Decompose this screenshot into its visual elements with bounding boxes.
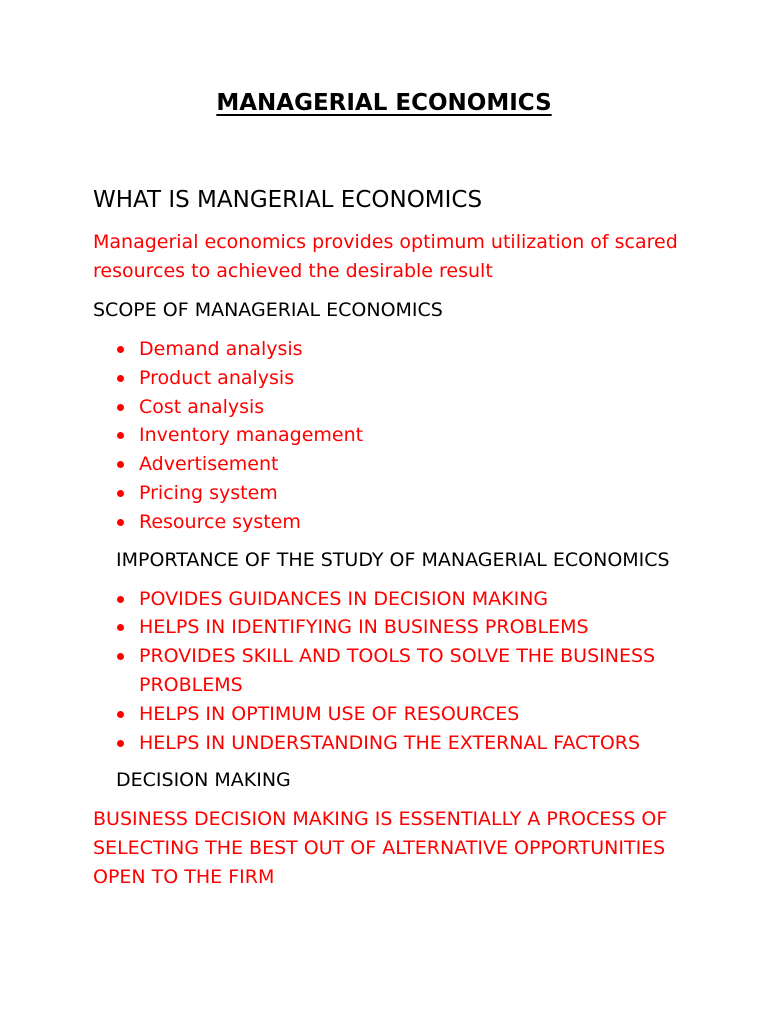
bullet-icon: [117, 596, 124, 603]
importance-list: [93, 585, 693, 758]
scope-list: [93, 335, 693, 537]
list-item-text: POVIDES GUIDANCES IN DECISION MAKING: [139, 587, 549, 610]
list-item-text: Cost analysis: [139, 395, 265, 418]
list-item-text: HELPS IN IDENTIFYING IN BUSINESS PROBLEMS: [139, 616, 589, 639]
list-item-text: Inventory management: [139, 424, 364, 447]
list-item-text: Product analysis: [139, 366, 295, 389]
bullet-icon: [117, 740, 124, 747]
bullet-icon: [117, 624, 124, 631]
list-item-text: PROVIDES SKILL AND TOOLS TO SOLVE THE BUSINESS PROBLEMS: [139, 645, 656, 696]
list-item-text: HELPS IN UNDERSTANDING THE EXTERNAL FACTORS: [139, 731, 641, 754]
document-body: [93, 184, 693, 902]
definition-paragraph: Managerial economics provides optimum utilization of scared resources to achieved the desirable result: [93, 231, 678, 282]
list-item-text: Demand analysis: [139, 338, 303, 360]
bullet-icon: [117, 404, 124, 411]
list-item: [93, 700, 693, 729]
list-item: [93, 729, 693, 758]
bullet-icon: [117, 519, 124, 526]
list-item-text: Resource system: [139, 510, 301, 533]
list-item: [93, 393, 693, 422]
list-item: [93, 642, 693, 700]
bullet-icon: [117, 490, 124, 497]
bullet-icon: [117, 653, 124, 660]
document-title: MANAGERIAL ECONOMICS: [216, 90, 552, 116]
list-item: [93, 364, 693, 393]
list-item-text: Advertisement: [139, 453, 279, 476]
section-heading-importance: IMPORTANCE OF THE STUDY OF MANAGERIAL ECONOMICS: [116, 548, 670, 571]
list-item: [93, 508, 693, 537]
section-heading-what-is: WHAT IS MANGERIAL ECONOMICS: [93, 187, 483, 213]
bullet-icon: [117, 711, 124, 718]
list-item: [93, 450, 693, 479]
list-item-text: Pricing system: [139, 481, 278, 504]
list-item-text: HELPS IN OPTIMUM USE OF RESOURCES: [139, 702, 520, 725]
list-item: [93, 421, 693, 450]
decision-making-paragraph: BUSINESS DECISION MAKING IS ESSENTIALLY A PROCESS OF SELECTING THE BEST OUT OF ALTERNATIVE OPPORTUNITIES OPEN TO THE FIRM: [93, 808, 668, 889]
bullet-icon: [117, 432, 124, 439]
section-heading-scope: SCOPE OF MANAGERIAL ECONOMICS: [93, 299, 443, 321]
list-item: [93, 479, 693, 508]
list-item: [93, 613, 693, 642]
section-heading-decision-making: DECISION MAKING: [116, 769, 291, 792]
bullet-icon: [117, 461, 124, 468]
bullet-icon: [117, 346, 124, 353]
list-item: [93, 585, 693, 614]
bullet-icon: [117, 375, 124, 382]
list-item: [93, 335, 693, 364]
